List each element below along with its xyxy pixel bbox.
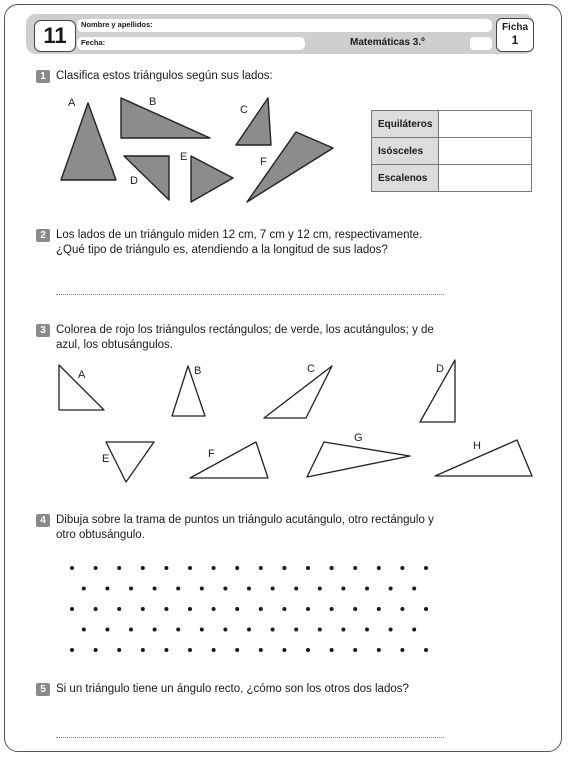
name-field[interactable]: Nombre y apellidos: (77, 19, 492, 32)
grid-dot (117, 566, 121, 570)
grid-dot (212, 566, 216, 570)
grid-dot (400, 566, 404, 570)
grid-dot (141, 607, 145, 611)
grid-dot (412, 628, 416, 632)
grid-dot (82, 628, 86, 632)
q1-label-d: D (130, 175, 138, 187)
q1-text: Clasifica estos triángulos según sus lados: (56, 70, 273, 82)
q2-line-1: Los lados de un triángulo miden 12 cm, 7 cm y 12 cm, respectivamente. (56, 229, 423, 241)
grid-dot (235, 648, 239, 652)
q3-label-f: F (208, 448, 215, 460)
grid-dot (353, 566, 357, 570)
grid-dot (188, 648, 192, 652)
q1-label-a: A (68, 97, 76, 109)
grid-dot (153, 628, 157, 632)
grid-dot (259, 566, 263, 570)
q5-badge: 5 (36, 683, 50, 696)
grid-dot (235, 566, 239, 570)
grid-dot (271, 628, 275, 632)
grid-dot (212, 607, 216, 611)
q3-label-h: H (473, 440, 481, 452)
grid-dot (389, 628, 393, 632)
grid-dot (94, 566, 98, 570)
grid-dot (389, 587, 393, 591)
grid-dot (341, 628, 345, 632)
grid-dot (318, 587, 322, 591)
q3-label-d: D (436, 363, 444, 375)
grid-dot (153, 587, 157, 591)
ficha-label: Ficha (501, 22, 529, 33)
q4-badge: 4 (36, 514, 50, 527)
grid-dot (141, 648, 145, 652)
q3-line-2: azul, los obtusángulos. (56, 339, 173, 351)
q1-label-e: E (180, 151, 188, 163)
table-label-escalenos: Escalenos (372, 165, 439, 192)
grid-dot (424, 607, 428, 611)
q3-label-e: E (102, 453, 110, 465)
grid-dot (424, 648, 428, 652)
q2-badge: 2 (36, 229, 50, 242)
grid-dot (200, 628, 204, 632)
grid-dot (294, 628, 298, 632)
q1-label-c: C (240, 104, 248, 116)
grid-dot (353, 648, 357, 652)
grid-dot (365, 628, 369, 632)
grid-dot (105, 587, 109, 591)
subject-title: Matemáticas 3.º (350, 37, 425, 48)
grid-dot (412, 587, 416, 591)
grid-dot (129, 628, 133, 632)
grid-dot (164, 607, 168, 611)
date-field[interactable]: Fecha: (77, 37, 305, 50)
grid-dot (282, 607, 286, 611)
table-label-isosceles: Isósceles (372, 138, 439, 165)
grid-dot (176, 628, 180, 632)
q3-label-c: C (307, 363, 315, 375)
q5-text: Si un triángulo tiene un ángulo recto, ¿cómo son los otros dos lados? (56, 683, 409, 695)
grid-dot (365, 587, 369, 591)
sheet-number: 11 (34, 20, 76, 52)
q5-answer-line[interactable] (56, 737, 444, 738)
q2-line-2: ¿Qué tipo de triángulo es, atendiendo a la longitud de sus lados? (56, 244, 388, 256)
grid-dot (70, 607, 74, 611)
grid-dot (247, 628, 251, 632)
q1-badge: 1 (36, 70, 50, 83)
grid-dot (223, 587, 227, 591)
ficha-number: 1 (511, 33, 519, 47)
table-label-equilateros: Equiláteros (372, 111, 439, 138)
grid-dot (200, 587, 204, 591)
grid-dot (223, 628, 227, 632)
grid-dot (164, 566, 168, 570)
grid-dot (400, 648, 404, 652)
q3-badge: 3 (36, 324, 50, 337)
grid-dot (212, 648, 216, 652)
q4-line-2: otro obtusángulo. (56, 529, 145, 541)
q3-label-g: G (354, 432, 363, 444)
grid-dot (318, 628, 322, 632)
grid-dot (424, 566, 428, 570)
q4-line-1: Dibuja sobre la trama de puntos un triángulo acutángulo, otro rectángulo y (56, 514, 434, 526)
grid-dot (176, 587, 180, 591)
grid-dot (377, 648, 381, 652)
grid-dot (141, 566, 145, 570)
q3-label-a: A (78, 369, 86, 381)
grid-dot (105, 628, 109, 632)
q1-label-b: B (149, 96, 157, 108)
grid-dot (70, 566, 74, 570)
grid-dot (117, 607, 121, 611)
grid-dot (271, 587, 275, 591)
grid-dot (306, 566, 310, 570)
q3-label-b: B (194, 365, 202, 377)
grid-dot (306, 648, 310, 652)
grid-dot (377, 607, 381, 611)
grid-dot (259, 607, 263, 611)
grid-dot (164, 648, 168, 652)
grid-dot (247, 587, 251, 591)
grid-dot (330, 566, 334, 570)
grid-dot (117, 648, 121, 652)
grid-dot (353, 607, 357, 611)
grid-dot (294, 587, 298, 591)
grid-dot (282, 648, 286, 652)
grid-dot (188, 566, 192, 570)
grid-dot (129, 587, 133, 591)
grid-dot (94, 607, 98, 611)
grid-dot (235, 607, 239, 611)
grid-dot (400, 607, 404, 611)
grid-dot (306, 607, 310, 611)
grid-dot (377, 566, 381, 570)
grid-dot (259, 648, 263, 652)
grid-dot (330, 607, 334, 611)
grid-dot (330, 648, 334, 652)
q1-label-f: F (260, 156, 267, 168)
grid-dot (94, 648, 98, 652)
grid-dot (70, 648, 74, 652)
q3-line-1: Colorea de rojo los triángulos rectángulos; de verde, los acutángulos; y de (56, 324, 434, 336)
grid-dot (82, 587, 86, 591)
grid-dot (282, 566, 286, 570)
grid-dot (341, 587, 345, 591)
grid-dot (188, 607, 192, 611)
